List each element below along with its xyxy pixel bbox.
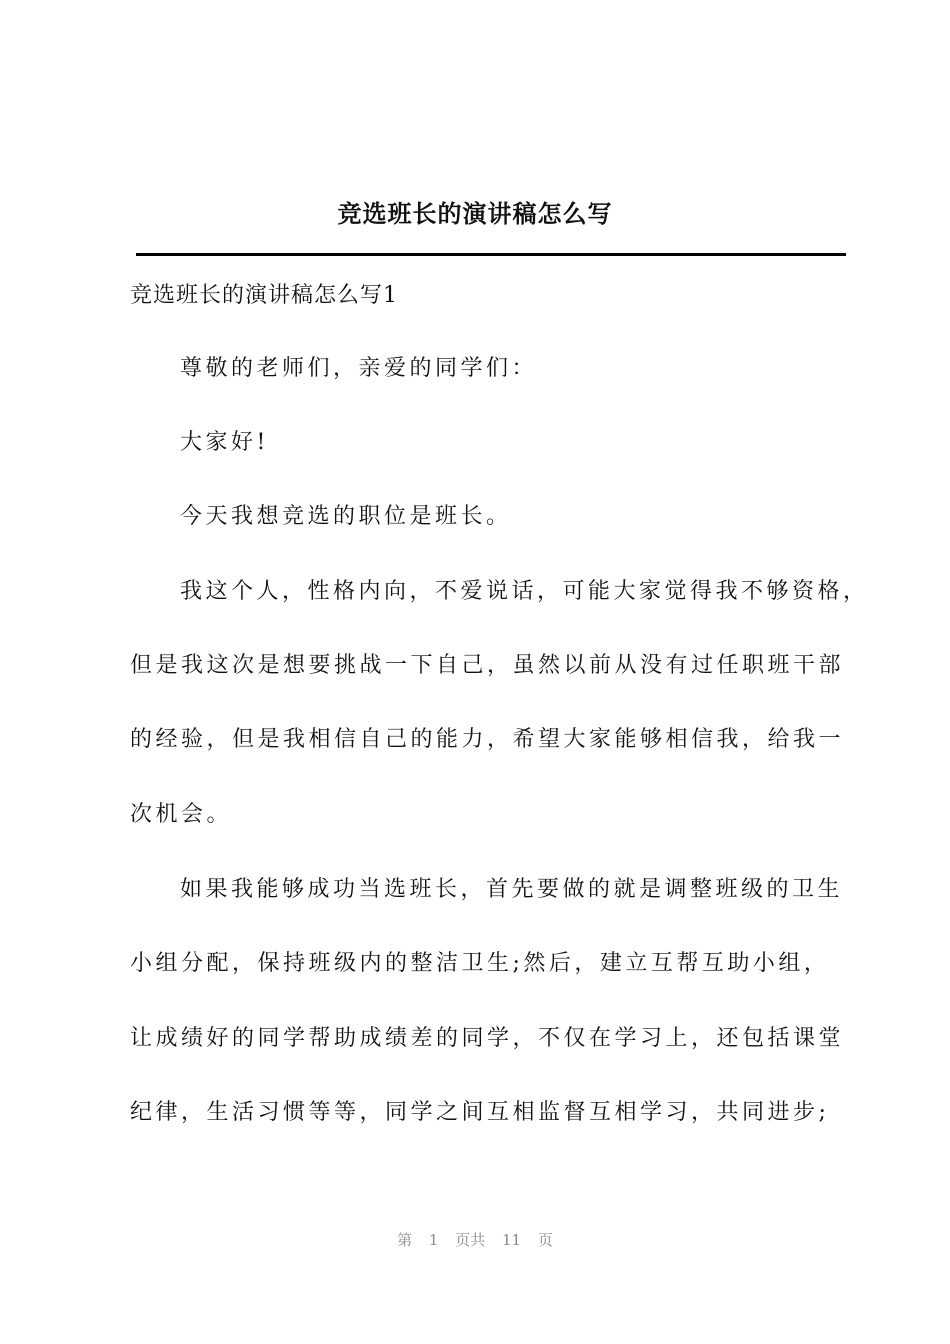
paragraph-line: 如果我能够成功当选班长，首先要做的就是调整班级的卫生: [180, 877, 844, 902]
footer-total-pages: 11: [502, 1231, 522, 1249]
paragraph-line: 我这个人，性格内向，不爱说话，可能大家觉得我不够资格，: [180, 579, 869, 604]
paragraph-line: 但是我这次是想要挑战一下自己，虽然以前从没有过任职班干部: [130, 653, 845, 678]
paragraph-line: 小组分配，保持班级内的整洁卫生;然后，建立互帮互助小组，: [130, 951, 830, 976]
paragraph-line: 今天我想竞选的职位是班长。: [180, 504, 512, 529]
paragraph-line: 纪律，生活习惯等等，同学之间互相监督互相学习，共同进步;: [130, 1100, 830, 1125]
page-footer: [0, 1230, 950, 1250]
greeting-line: 大家好!: [180, 430, 269, 455]
paragraph-line: 次机会。: [130, 802, 233, 827]
page-title: 竞选班长的演讲稿怎么写: [337, 199, 613, 228]
paragraph-line: 的经验，但是我相信自己的能力，希望大家能够相信我，给我一: [130, 727, 845, 752]
footer-page-number: 1: [428, 1231, 439, 1249]
footer-middle: 页共: [455, 1231, 486, 1249]
salutation-line: 尊敬的老师们，亲爱的同学们：: [180, 356, 538, 381]
title-divider: [136, 253, 846, 256]
footer-suffix: 页: [537, 1231, 553, 1249]
section-heading: 竞选班长的演讲稿怎么写1: [130, 283, 398, 308]
paragraph-line: 让成绩好的同学帮助成绩差的同学，不仅在学习上，还包括课堂: [130, 1026, 845, 1051]
footer-prefix: 第: [397, 1231, 413, 1249]
